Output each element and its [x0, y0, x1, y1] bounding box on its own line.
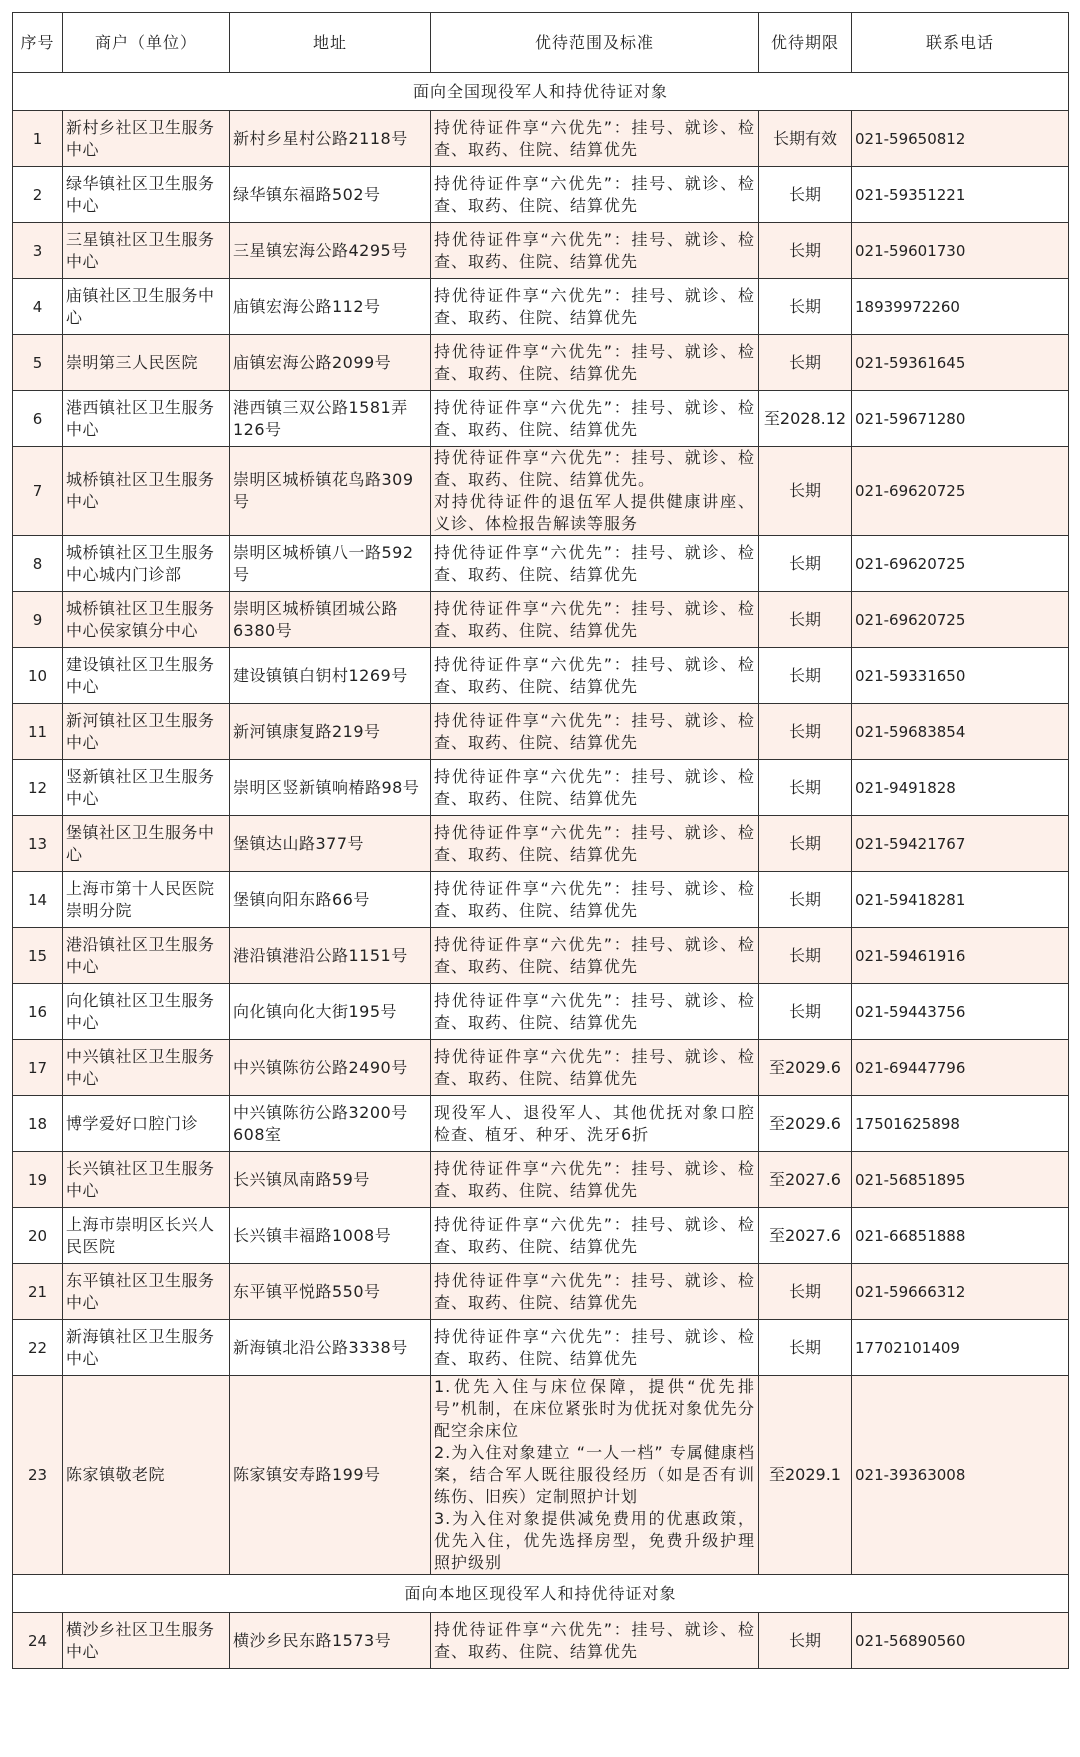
benefit-period: 长期 — [759, 279, 852, 335]
header-row — [13, 13, 1069, 73]
table-row — [13, 1208, 1069, 1264]
row-number: 8 — [13, 536, 63, 592]
merchant-address: 陈家镇安寿路199号 — [230, 1376, 431, 1575]
merchant-address: 长兴镇凤南路59号 — [230, 1152, 431, 1208]
benefit-period: 长期 — [759, 592, 852, 648]
benefit-description: 持优待证件享“六优先”：挂号、就诊、检查、取药、住院、结算优先 — [431, 223, 759, 279]
benefit-description: 持优待证件享“六优先”：挂号、就诊、检查、取药、住院、结算优先 — [431, 1320, 759, 1376]
table-row — [13, 592, 1069, 648]
header-period: 优待期限 — [759, 13, 852, 73]
row-number: 9 — [13, 592, 63, 648]
table-row — [13, 1096, 1069, 1152]
merchant-name: 上海市崇明区长兴人民医院 — [63, 1208, 230, 1264]
merchant-address: 中兴镇陈彷公路3200号608室 — [230, 1096, 431, 1152]
merchant-address: 崇明区城桥镇八一路592号 — [230, 536, 431, 592]
merchant-address: 三星镇宏海公路4295号 — [230, 223, 431, 279]
merchant-name: 港沿镇社区卫生服务中心 — [63, 928, 230, 984]
merchant-name: 向化镇社区卫生服务中心 — [63, 984, 230, 1040]
merchant-name: 陈家镇敬老院 — [63, 1376, 230, 1575]
merchant-name: 绿华镇社区卫生服务中心 — [63, 167, 230, 223]
header-address: 地址 — [230, 13, 431, 73]
table-row — [13, 1152, 1069, 1208]
benefit-period: 长期 — [759, 928, 852, 984]
row-number: 3 — [13, 223, 63, 279]
benefit-description: 持优待证件享“六优先”：挂号、就诊、检查、取药、住院、结算优先 — [431, 111, 759, 167]
benefit-period: 长期 — [759, 760, 852, 816]
merchant-name: 三星镇社区卫生服务中心 — [63, 223, 230, 279]
benefit-period: 至2027.6 — [759, 1208, 852, 1264]
merchant-name: 上海市第十人民医院崇明分院 — [63, 872, 230, 928]
table-row — [13, 279, 1069, 335]
row-number: 12 — [13, 760, 63, 816]
table-row — [13, 111, 1069, 167]
benefit-description: 持优待证件享“六优先”：挂号、就诊、检查、取药、住院、结算优先 — [431, 391, 759, 447]
contact-phone: 021-39363008 — [852, 1376, 1069, 1575]
contact-phone: 021-59418281 — [852, 872, 1069, 928]
row-number: 5 — [13, 335, 63, 391]
row-number: 1 — [13, 111, 63, 167]
benefit-description: 持优待证件享“六优先”：挂号、就诊、检查、取药、住院、结算优先 — [431, 1040, 759, 1096]
benefit-period: 至2028.12 — [759, 391, 852, 447]
merchant-name: 堡镇社区卫生服务中心 — [63, 816, 230, 872]
merchant-address: 崇明区竖新镇响椿路98号 — [230, 760, 431, 816]
table-row — [13, 704, 1069, 760]
row-number: 19 — [13, 1152, 63, 1208]
table-body — [13, 73, 1069, 1669]
contact-phone: 18939972260 — [852, 279, 1069, 335]
table-row — [13, 335, 1069, 391]
merchant-address: 横沙乡民东路1573号 — [230, 1613, 431, 1669]
row-number: 11 — [13, 704, 63, 760]
contact-phone: 021-69620725 — [852, 447, 1069, 536]
row-number: 4 — [13, 279, 63, 335]
merchant-name: 东平镇社区卫生服务中心 — [63, 1264, 230, 1320]
benefit-description: 现役军人、退役军人、其他优抚对象口腔检查、植牙、种牙、洗牙6折 — [431, 1096, 759, 1152]
merchant-address: 新村乡星村公路2118号 — [230, 111, 431, 167]
merchant-address: 庙镇宏海公路112号 — [230, 279, 431, 335]
table-row — [13, 928, 1069, 984]
benefit-description: 持优待证件享“六优先”：挂号、就诊、检查、取药、住院、结算优先 — [431, 984, 759, 1040]
merchant-name: 城桥镇社区卫生服务中心侯家镇分中心 — [63, 592, 230, 648]
table-row — [13, 760, 1069, 816]
section-header-row — [13, 1575, 1069, 1613]
row-number: 2 — [13, 167, 63, 223]
header-no: 序号 — [13, 13, 63, 73]
contact-phone: 021-69620725 — [852, 592, 1069, 648]
merchant-address: 庙镇宏海公路2099号 — [230, 335, 431, 391]
contact-phone: 021-59443756 — [852, 984, 1069, 1040]
benefit-description: 持优待证件享“六优先”：挂号、就诊、检查、取药、住院、结算优先 — [431, 704, 759, 760]
benefit-period: 长期有效 — [759, 111, 852, 167]
benefit-description: 持优待证件享“六优先”：挂号、就诊、检查、取药、住院、结算优先 — [431, 648, 759, 704]
table-row — [13, 1040, 1069, 1096]
contact-phone: 021-59601730 — [852, 223, 1069, 279]
benefit-period: 长期 — [759, 1613, 852, 1669]
table-row — [13, 536, 1069, 592]
benefit-description: 持优待证件享“六优先”：挂号、就诊、检查、取药、住院、结算优先 — [431, 536, 759, 592]
contact-phone: 021-59351221 — [852, 167, 1069, 223]
merchant-name: 博学爱好口腔门诊 — [63, 1096, 230, 1152]
row-number: 10 — [13, 648, 63, 704]
table-row — [13, 816, 1069, 872]
table-row — [13, 167, 1069, 223]
contact-phone: 021-59361645 — [852, 335, 1069, 391]
benefit-description: 持优待证件享“六优先”：挂号、就诊、检查、取药、住院、结算优先 — [431, 279, 759, 335]
contact-phone: 021-69447796 — [852, 1040, 1069, 1096]
benefit-period: 长期 — [759, 816, 852, 872]
merchant-address: 东平镇平悦路550号 — [230, 1264, 431, 1320]
contact-phone: 021-56890560 — [852, 1613, 1069, 1669]
merchant-address: 新海镇北沿公路3338号 — [230, 1320, 431, 1376]
row-number: 20 — [13, 1208, 63, 1264]
merchant-address: 向化镇向化大街195号 — [230, 984, 431, 1040]
benefit-description: 持优待证件享“六优先”：挂号、就诊、检查、取药、住院、结算优先 — [431, 928, 759, 984]
merchant-name: 城桥镇社区卫生服务中心 — [63, 447, 230, 536]
contact-phone: 17501625898 — [852, 1096, 1069, 1152]
table-row — [13, 391, 1069, 447]
benefit-period: 至2029.6 — [759, 1096, 852, 1152]
merchant-name: 新村乡社区卫生服务中心 — [63, 111, 230, 167]
contact-phone: 17702101409 — [852, 1320, 1069, 1376]
merchant-address: 港沿镇港沿公路1151号 — [230, 928, 431, 984]
benefit-period: 长期 — [759, 1264, 852, 1320]
header-benefit: 优待范围及标准 — [431, 13, 759, 73]
benefit-period: 长期 — [759, 648, 852, 704]
table-row — [13, 447, 1069, 536]
contact-phone: 021-69620725 — [852, 536, 1069, 592]
benefit-period: 长期 — [759, 704, 852, 760]
row-number: 15 — [13, 928, 63, 984]
row-number: 16 — [13, 984, 63, 1040]
row-number: 14 — [13, 872, 63, 928]
row-number: 24 — [13, 1613, 63, 1669]
table-row — [13, 1264, 1069, 1320]
row-number: 22 — [13, 1320, 63, 1376]
benefit-period: 长期 — [759, 872, 852, 928]
merchant-name: 建设镇社区卫生服务中心 — [63, 648, 230, 704]
contact-phone: 021-59421767 — [852, 816, 1069, 872]
section-title: 面向全国现役军人和持优待证对象 — [13, 73, 1069, 111]
contact-phone: 021-66851888 — [852, 1208, 1069, 1264]
benefit-description: 持优待证件享“六优先”：挂号、就诊、检查、取药、住院、结算优先 — [431, 760, 759, 816]
merchant-name: 港西镇社区卫生服务中心 — [63, 391, 230, 447]
row-number: 17 — [13, 1040, 63, 1096]
row-number: 6 — [13, 391, 63, 447]
contact-phone: 021-9491828 — [852, 760, 1069, 816]
benefit-period: 长期 — [759, 1320, 852, 1376]
merchant-name: 崇明第三人民医院 — [63, 335, 230, 391]
benefit-description: 持优待证件享“六优先”：挂号、就诊、检查、取药、住院、结算优先。 对持优待证件的退伍军人提供健康讲座、义诊、体检报告解读等服务 — [431, 447, 759, 536]
contact-phone: 021-59461916 — [852, 928, 1069, 984]
contact-phone: 021-59666312 — [852, 1264, 1069, 1320]
contact-phone: 021-59331650 — [852, 648, 1069, 704]
benefit-description: 持优待证件享“六优先”：挂号、就诊、检查、取药、住院、结算优先 — [431, 872, 759, 928]
benefit-description: 持优待证件享“六优先”：挂号、就诊、检查、取药、住院、结算优先 — [431, 1152, 759, 1208]
benefit-description: 1.优先入住与床位保障，提供“优先排号”机制，在床位紧张时为优抚对象优先分配空余床位 2.为入住对象建立 “一人一档” 专属健康档案，结合军人既往服役经历（如是否有训练伤、旧疾）定制照护计划 3.为入住对象提供减免费用的优惠政策，优先入住，优先选择房型，免费升级护理照护级别 — [431, 1376, 759, 1575]
benefit-period: 长期 — [759, 447, 852, 536]
merchant-address: 堡镇向阳东路66号 — [230, 872, 431, 928]
merchant-address: 绿华镇东福路502号 — [230, 167, 431, 223]
header-merchant: 商户（单位） — [63, 13, 230, 73]
merchant-name: 新河镇社区卫生服务中心 — [63, 704, 230, 760]
benefit-description: 持优待证件享“六优先”：挂号、就诊、检查、取药、住院、结算优先 — [431, 1264, 759, 1320]
merchant-address: 新河镇康复路219号 — [230, 704, 431, 760]
benefit-description: 持优待证件享“六优先”：挂号、就诊、检查、取药、住院、结算优先 — [431, 1613, 759, 1669]
header-phone: 联系电话 — [852, 13, 1069, 73]
merchant-name: 中兴镇社区卫生服务中心 — [63, 1040, 230, 1096]
row-number: 21 — [13, 1264, 63, 1320]
benefit-description: 持优待证件享“六优先”：挂号、就诊、检查、取药、住院、结算优先 — [431, 335, 759, 391]
contact-phone: 021-56851895 — [852, 1152, 1069, 1208]
discount-table-sheet — [12, 12, 1068, 1669]
table-row — [13, 648, 1069, 704]
merchant-address: 堡镇达山路377号 — [230, 816, 431, 872]
contact-phone: 021-59671280 — [852, 391, 1069, 447]
benefit-description: 持优待证件享“六优先”：挂号、就诊、检查、取药、住院、结算优先 — [431, 592, 759, 648]
merchant-address: 建设镇镇白钥村1269号 — [230, 648, 431, 704]
merchant-discount-table — [12, 12, 1069, 1669]
merchant-address: 港西镇三双公路1581弄126号 — [230, 391, 431, 447]
merchant-address: 崇明区城桥镇花鸟路309号 — [230, 447, 431, 536]
benefit-period: 至2029.6 — [759, 1040, 852, 1096]
benefit-period: 至2027.6 — [759, 1152, 852, 1208]
benefit-period: 长期 — [759, 223, 852, 279]
benefit-period: 长期 — [759, 984, 852, 1040]
benefit-period: 长期 — [759, 167, 852, 223]
benefit-description: 持优待证件享“六优先”：挂号、就诊、检查、取药、住院、结算优先 — [431, 1208, 759, 1264]
table-row — [13, 984, 1069, 1040]
benefit-period: 长期 — [759, 536, 852, 592]
row-number: 23 — [13, 1376, 63, 1575]
merchant-address: 长兴镇丰福路1008号 — [230, 1208, 431, 1264]
benefit-period: 至2029.1 — [759, 1376, 852, 1575]
merchant-name: 城桥镇社区卫生服务中心城内门诊部 — [63, 536, 230, 592]
merchant-name: 庙镇社区卫生服务中心 — [63, 279, 230, 335]
row-number: 13 — [13, 816, 63, 872]
row-number: 7 — [13, 447, 63, 536]
section-header-row — [13, 73, 1069, 111]
merchant-name: 竖新镇社区卫生服务中心 — [63, 760, 230, 816]
contact-phone: 021-59683854 — [852, 704, 1069, 760]
merchant-address: 崇明区城桥镇团城公路6380号 — [230, 592, 431, 648]
merchant-name: 长兴镇社区卫生服务中心 — [63, 1152, 230, 1208]
section-title: 面向本地区现役军人和持优待证对象 — [13, 1575, 1069, 1613]
benefit-description: 持优待证件享“六优先”：挂号、就诊、检查、取药、住院、结算优先 — [431, 816, 759, 872]
merchant-name: 横沙乡社区卫生服务中心 — [63, 1613, 230, 1669]
table-row — [13, 1320, 1069, 1376]
merchant-name: 新海镇社区卫生服务中心 — [63, 1320, 230, 1376]
benefit-period: 长期 — [759, 335, 852, 391]
table-row — [13, 1376, 1069, 1575]
table-row — [13, 872, 1069, 928]
merchant-address: 中兴镇陈彷公路2490号 — [230, 1040, 431, 1096]
contact-phone: 021-59650812 — [852, 111, 1069, 167]
table-row — [13, 223, 1069, 279]
benefit-description: 持优待证件享“六优先”：挂号、就诊、检查、取药、住院、结算优先 — [431, 167, 759, 223]
table-row — [13, 1613, 1069, 1669]
row-number: 18 — [13, 1096, 63, 1152]
